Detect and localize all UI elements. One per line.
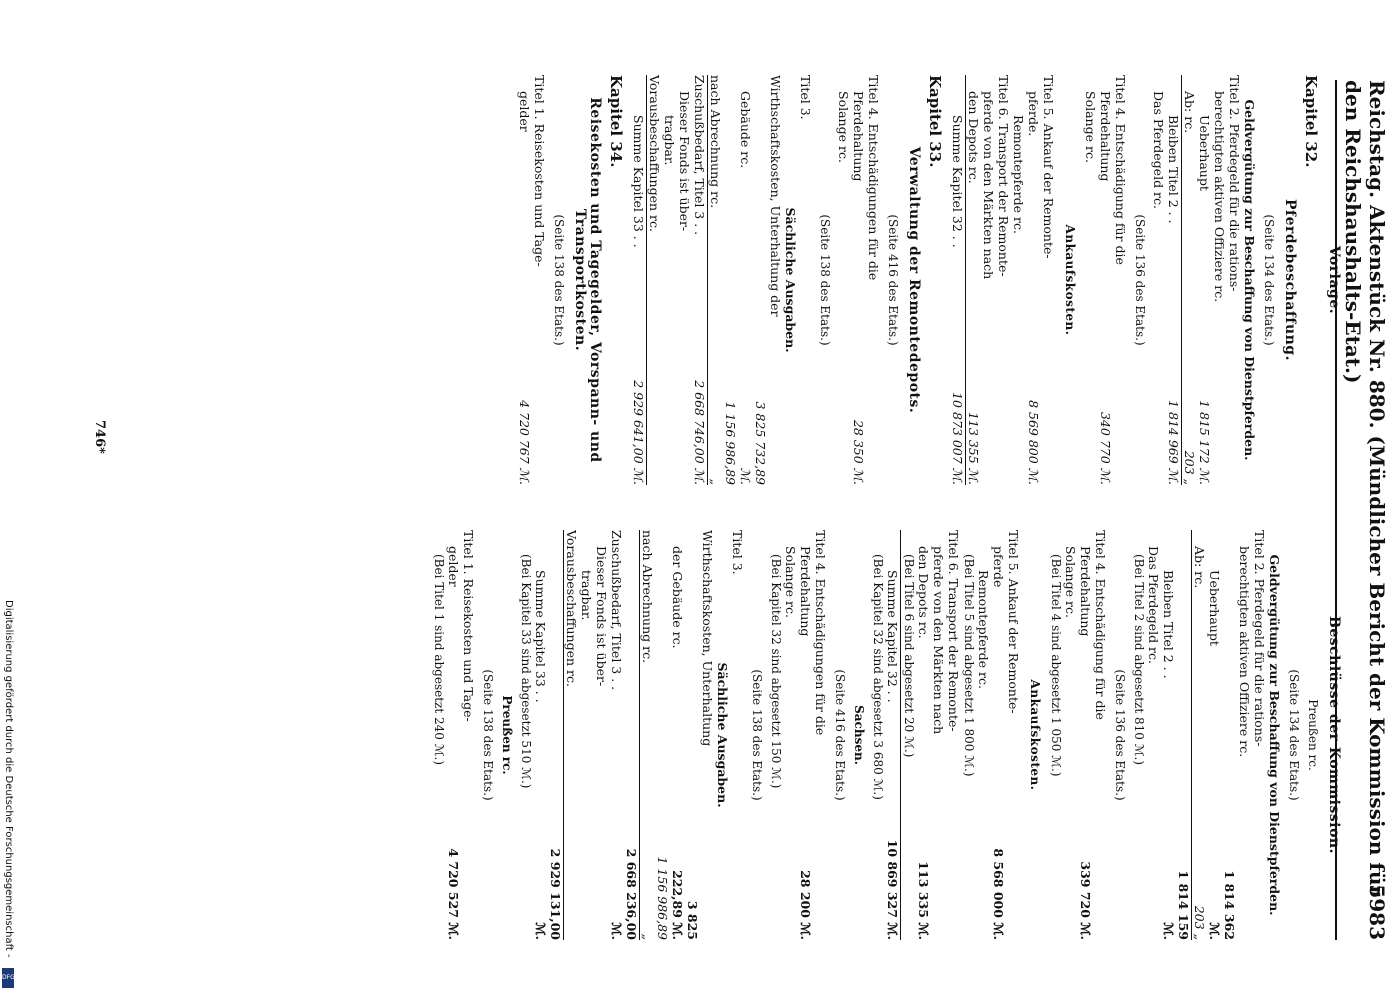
amount: 1 814 159 ℳ. (1161, 870, 1191, 940)
entry-text: Ab: rc. (1182, 91, 1197, 134)
amount: 339 720 ℳ. (1078, 861, 1093, 940)
entry-text: Titel 1. Reisekosten und Tage- (532, 75, 547, 267)
entry-text: pferde von den Märkten nach (931, 546, 946, 735)
subsection-heading: Ankaufskosten. (1063, 224, 1077, 336)
etat-reference: (Seite 138 des Etats.) (818, 214, 832, 346)
entry-text: Titel 4. Entschädigung für die (1113, 75, 1128, 265)
entry-text: tragbar. (662, 115, 677, 166)
etat-reference: (Seite 134 des Etats.) (1262, 214, 1276, 346)
column-heading: Beschlüsse der Kommission. (1326, 616, 1342, 854)
deduction-note: (Bei Titel 2 sind abgesetzt 810 ℳ.) (1132, 554, 1146, 766)
entry-text: den Depots rc. (916, 546, 931, 639)
amount: 10 873 007 ℳ. (950, 392, 965, 485)
entry-text: Titel 3. (730, 530, 745, 575)
page-number-top: 5983 (1365, 884, 1389, 940)
amount: 3 825 222,89 ℳ. (670, 870, 700, 940)
entry-text: Zuschußbedarf, Titel 3 . . (609, 530, 624, 691)
entry-text: Titel 1. Reisekosten und Tage- (461, 530, 476, 722)
chapter-heading: Kapitel 34. (607, 75, 625, 168)
entry-text: Solange rc. (1083, 91, 1098, 163)
deduction-note: (Bei Titel 1 sind abgesetzt 240 ℳ.) (432, 554, 446, 766)
header-title: Reichstag. Aktenstück Nr. 880. (Mündlicher Bericht der Kommission für den Reichshaushalts-Etat.) (1341, 80, 1389, 897)
section-title: Reisekosten und Tagegelder, Vorspann- und Transportkosten. (572, 97, 603, 463)
column-beschluesse (431, 530, 1347, 940)
amount: 2 929 131,00 ℳ. (533, 848, 563, 940)
deduction-note: (Bei Kapitel 32 sind abgesetzt 3 680 ℳ.) (871, 554, 885, 800)
section-title: Verwaltung der Remontedepots. (906, 146, 922, 414)
state-heading: Preußen rc. (500, 695, 514, 775)
etat-reference: (Seite 136 des Etats.) (1133, 214, 1147, 346)
entry-text: Titel 5. Ankauf der Remonte- (1041, 75, 1056, 259)
amount: 8 569 800 ℳ. (1026, 400, 1041, 485)
deduction-note: (Bei Titel 4 sind abgesetzt 1 050 ℳ.) (1049, 554, 1063, 777)
entry-text: Solange rc. (836, 91, 851, 163)
etat-reference: (Seite 138 des Etats.) (750, 669, 764, 801)
etat-reference: (Seite 134 des Etats.) (1287, 669, 1301, 801)
amount: 1 814 969 ℳ. (1166, 400, 1181, 485)
amount: 3 825 732,89 ℳ. (738, 401, 768, 485)
subsection-heading: Sächliche Ausgaben. (783, 207, 798, 353)
entry-text: Bleiben Titel 2 . . (1161, 570, 1176, 679)
amount: 340 770 ℳ. (1098, 411, 1113, 485)
deduction-note: (Bei Kapitel 33 sind abgesetzt 510 ℳ.) (519, 554, 533, 789)
entry-text: pferde (991, 546, 1006, 588)
entry-text: Titel 4. Entschädigungen für die (866, 75, 881, 281)
entry-text: pferde. (1026, 91, 1041, 137)
chapter-heading: Kapitel 33. (926, 75, 944, 168)
dfg-logo: DFG (2, 968, 14, 988)
entry-text: Remontepferde rc. (976, 570, 991, 689)
entry-text: Gebäude rc. (738, 91, 753, 169)
column-vorlage (517, 75, 1347, 485)
entry-text: Remontepferde rc. (1011, 115, 1026, 234)
entry-text: den Depots rc. (966, 91, 981, 184)
entry-text: berechtigten aktiven Offiziere rc. (1237, 546, 1252, 758)
sum-label: Summe Kapitel 32 . . (950, 115, 965, 248)
entry-text: Titel 6. Transport der Remonte- (996, 75, 1011, 277)
entry-text: Pferdehaltung (851, 91, 866, 182)
column-heading: Vorlage. (1326, 245, 1342, 315)
sum-label: Summe Kapitel 33 . . (631, 115, 646, 248)
digitization-credit (2, 600, 16, 990)
entry-text: Titel 3. (798, 75, 813, 120)
amount: 2 929 641,00 ℳ. (631, 380, 646, 485)
entry-text: Solange rc. (1063, 546, 1078, 618)
section-title: Pferdebeschaffung. (1282, 199, 1298, 361)
amount: 4 720 767 ℳ. (517, 400, 532, 485)
entry-text: der Gebäude rc. (670, 546, 685, 649)
chapter-heading: Kapitel 32. (1302, 75, 1320, 168)
amount: 1 156 986,89 „ (708, 401, 738, 485)
entry-text: Vorausbeschaffungen rc. (647, 75, 662, 232)
entry-text: Ueberhaupt (1197, 115, 1212, 191)
entry-text: berechtigten aktiven Offiziere rc. (1212, 91, 1227, 303)
entry-text: nach Abrechnung rc. (640, 530, 655, 664)
amount: 28 350 ℳ. (851, 419, 866, 485)
entry-text: Titel 2. Pferdegeld für die rations- (1252, 530, 1267, 747)
etat-reference: (Seite 138 des Etats.) (481, 669, 495, 801)
etat-reference: (Seite 138 des Etats.) (552, 214, 566, 346)
entry-text: gelder (446, 546, 461, 587)
entry-text: nach Abrechnung rc. (708, 75, 723, 209)
deduction-note: (Bei Titel 6 sind abgesetzt 20 ℳ.) (902, 554, 916, 758)
entry-text: Das Pferdegeld rc. (1151, 91, 1166, 209)
entry-text: tragbar. (579, 570, 594, 621)
subsection-heading: Geldvergütung zur Beschaffung von Dienstpferden. (1242, 99, 1257, 461)
state-heading: Preußen rc. (1306, 699, 1320, 771)
entry-text: Zuschußbedarf, Titel 3 . . (692, 75, 707, 236)
etat-reference: (Seite 136 des Etats.) (1113, 669, 1127, 801)
state-heading: Sachsen. (852, 705, 866, 765)
deduction-note: (Bei Titel 5 sind abgesetzt 1 800 ℳ.) (962, 554, 976, 777)
amount: 1 156 986,89 „ (640, 856, 670, 940)
amount: 203 „ (1182, 450, 1197, 485)
entry-text: Ueberhaupt (1207, 570, 1222, 646)
entry-text: Pferdehaltung (1098, 91, 1113, 182)
entry-text: Titel 6. Transport der Remonte- (946, 530, 961, 732)
deduction-note: (Bei Kapitel 32 sind abgesetzt 150 ℳ.) (769, 554, 783, 789)
entry-text: Dieser Fonds ist über- (594, 546, 609, 687)
amount: 2 668 236,00 ℳ. (609, 848, 639, 940)
page-number-bottom: 746* (92, 420, 107, 454)
amount: 1 815 172 ℳ. (1197, 400, 1212, 485)
entry-text: Wirthschaftskosten, Unterhaltung (700, 530, 715, 747)
entry-text: Pferdehaltung (1078, 546, 1093, 637)
entry-text: gelder (517, 91, 532, 132)
amount: 4 720 527 ℳ. (446, 848, 461, 940)
entry-text: Bleiben Titel 2 . . (1166, 115, 1181, 224)
sum-label: Summe Kapitel 33 . . (533, 570, 548, 703)
entry-text: Titel 5. Ankauf der Remonte- (1006, 530, 1021, 714)
etat-reference: (Seite 416 des Etats.) (833, 669, 847, 801)
entry-text: Pferdehaltung (798, 546, 813, 637)
entry-text: Titel 2. Pferdegeld für die rations- (1227, 75, 1242, 292)
subsection-heading: Geldvergütung zur Beschaffung von Dienstpferden. (1267, 554, 1282, 916)
entry-text: Titel 4. Entschädigungen für die (813, 530, 828, 736)
entry-text: Vorausbeschaffungen rc. (564, 530, 579, 687)
entry-text: Solange rc. (783, 546, 798, 618)
amount: 1 814 362 ℳ. (1207, 870, 1237, 940)
entry-text: Ab: rc. (1192, 546, 1207, 589)
entry-text: Das Pferdegeld rc. (1146, 546, 1161, 664)
entry-text: Titel 4. Entschädigung für die (1093, 530, 1108, 720)
subsection-heading: Ankaufskosten. (1028, 679, 1042, 791)
amount: 203 „ (1192, 905, 1207, 940)
amount: 10 869 327 ℳ. (885, 839, 900, 940)
credit-text: Digitalisierung gefördert durch die Deutsche Forschungsgemeinschaft - (3, 600, 14, 958)
amount: 8 568 000 ℳ. (991, 848, 1006, 940)
entry-text: Wirthschaftskosten, Unterhaltung der (768, 75, 783, 317)
amount: 113 335 ℳ. (916, 861, 931, 940)
subsection-heading: Sächliche Ausgaben. (715, 662, 730, 808)
amount: 2 668 746,00 ℳ. (692, 380, 707, 485)
amount: 28 200 ℳ. (798, 870, 813, 940)
sum-label: Summe Kapitel 32 . . (885, 570, 900, 703)
entry-text: Dieser Fonds ist über- (677, 91, 692, 232)
entry-text: pferde von den Märkten nach (981, 91, 996, 280)
amount: 113 355 ℳ. (966, 411, 981, 485)
etat-reference: (Seite 416 des Etats.) (886, 214, 900, 346)
